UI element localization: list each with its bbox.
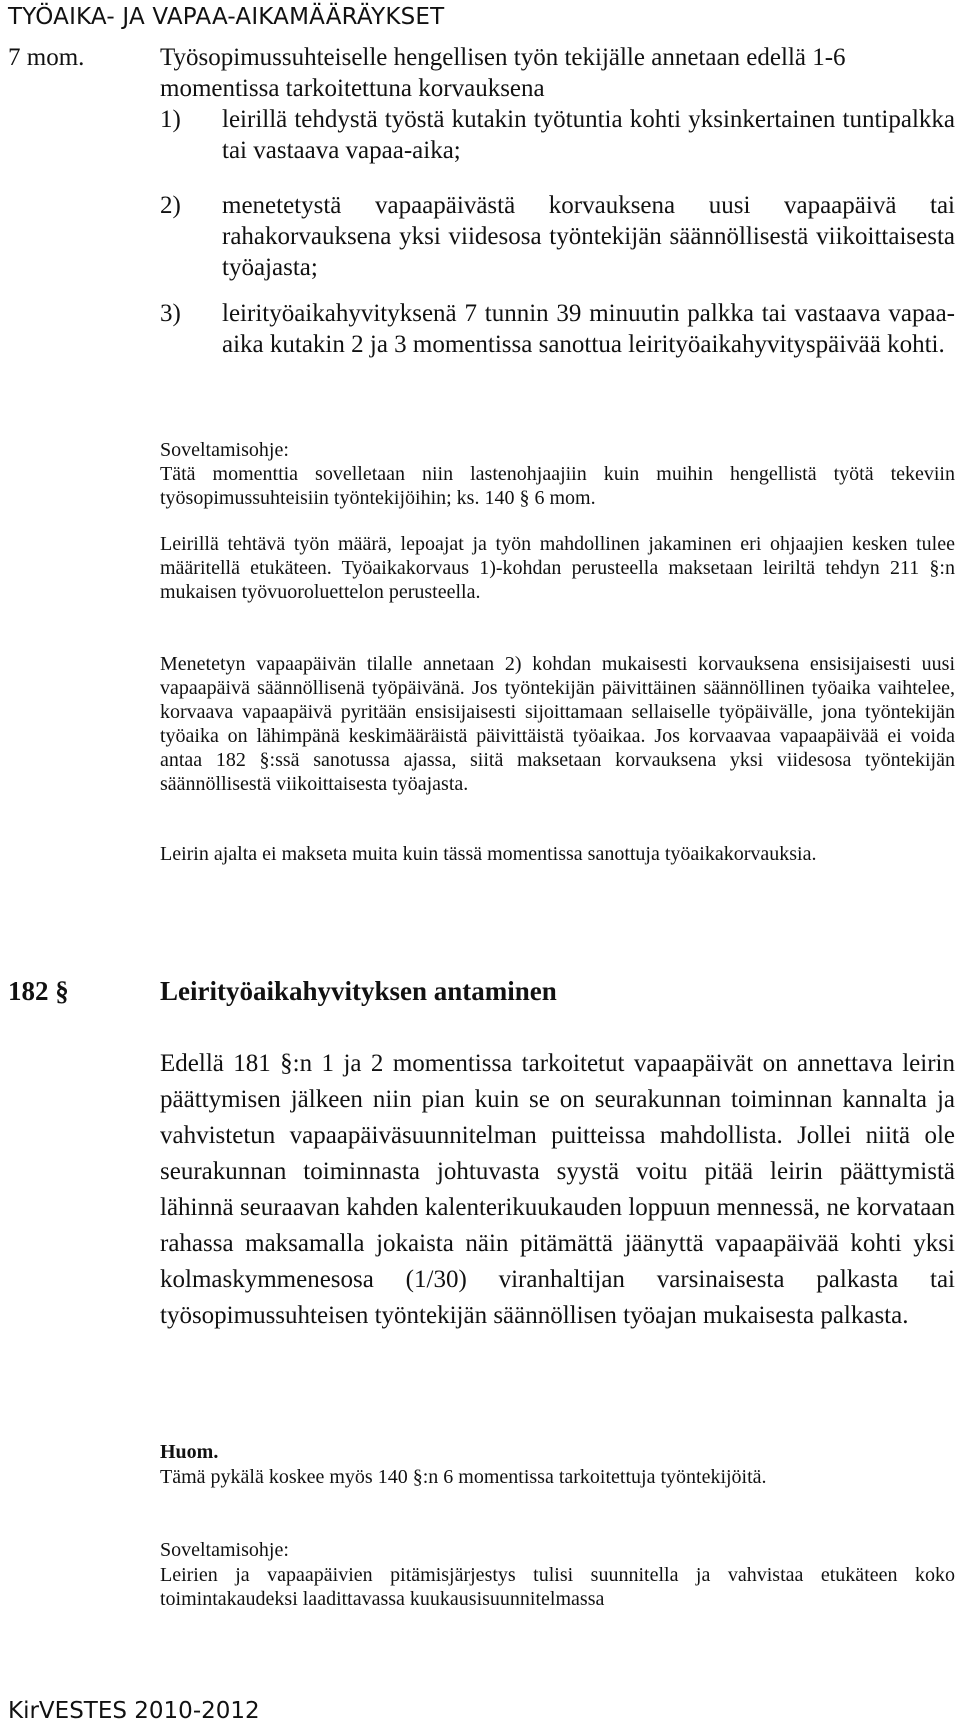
section-body: Edellä 181 §:n 1 ja 2 momentissa tarkoitetut vapaapäivät on annettava leirin päättymisen jälkeen niin pian kuin se on seurakunnan toiminnan kannalta ja vahvistetun vapaapäiväsuunnitelman puitteissa mahdollista. Jollei niitä ole seurakunnan toiminnasta johtuvasta syystä voitu pitää leirin päättymistä lähinnä seuraavan kahden kalenterikuukauden loppuun mennessä, ne korvataan rahassa maksamalla jokaista näin pitämättä jäänyttä vapaapäivää kohti yksi kolmaskymmenesosa (1/30) viranhaltijan varsinaisesta palkasta tai työsopimussuhteisen työntekijän säännöllisen työajan mukaisesta palkasta. (160, 1050, 955, 1329)
list-item-number: 1) (160, 106, 181, 133)
list-item-text: menetetystä vapaapäivästä korvauksena uusi vapaapäivä tai rahakorvauksena yksi viidesosa työntekijän säännöllisestä viikoittaisesta työajasta; (222, 192, 955, 281)
list-item (160, 104, 955, 166)
paragraph-work-amount: Leirillä tehtävä työn määrä, lepoajat ja työn mahdollinen jakaminen eri ohjaajien kesken tulee määritellä etukäteen. Työaikakorvaus 1)-kohdan perusteella maksetaan leiriltä tehdyn 211 §:n mukaisen työvuoroluettelon perusteella. (160, 533, 955, 603)
list-item (160, 190, 955, 283)
application-note-label: Soveltamisohje: (160, 1539, 289, 1561)
moment-intro: Työsopimussuhteiselle hengellisen työn tekijälle annetaan edellä 1-6 momentissa tarkoitettuna korvauksena (160, 44, 846, 102)
paragraph-no-other-compensation: Leirin ajalta ei makseta muita kuin tässä momentissa sanottuja työaikakorvauksia. (160, 843, 817, 865)
list-item-number: 2) (160, 192, 181, 219)
huom-label: Huom. (160, 1441, 219, 1463)
section-title: Leirityöaikahyvityksen antaminen (160, 976, 557, 1006)
list-item-number: 3) (160, 300, 181, 327)
list-item (160, 298, 955, 360)
application-note-text: Tätä momenttia sovelletaan niin lastenohjaajiin kuin muihin hengellistä työtä tekeviin työsopimussuhteisiin työntekijöihin; ks. 140 § 6 mom. (160, 463, 955, 509)
application-note-label: Soveltamisohje: (160, 439, 289, 461)
list-item-text: leirityöaikahyvityksenä 7 tunnin 39 minuutin palkka tai vastaava vapaa-aika kutakin 2 ja 3 momentissa sanottua leirityöaikahyvityspäivää kohti. (222, 300, 955, 358)
huom-text: Tämä pykälä koskee myös 140 §:n 6 momentissa tarkoitettuja työntekijöitä. (160, 1466, 767, 1488)
list-item-text: leirillä tehdystä työstä kutakin työtuntia kohti yksinkertainen tuntipalkka tai vastaava vapaa-aika; (222, 106, 955, 164)
application-note-text: Leirien ja vapaapäivien pitämisjärjestys tulisi suunnitella ja vahvistaa etukäteen koko toimintakaudeksi laadittavassa kuukausisuunnitelmassa (160, 1564, 955, 1610)
running-header: TYÖAIKA- JA VAPAA-AIKAMÄÄRÄYKSET (8, 4, 445, 30)
moment-label: 7 mom. (8, 44, 85, 71)
section-number: 182 § (8, 976, 69, 1006)
running-footer: KirVESTES 2010-2012 (8, 1698, 260, 1724)
paragraph-lost-day-off: Menetetyn vapaapäivän tilalle annetaan 2) kohdan mukaisesti korvauksena ensisijaisesti uusi vapaapäivä säännöllisenä työpäivänä. Jos työntekijän päivittäinen säännöllinen työaika vaihtelee, korvaava vapaapäivä pyritään ensisijaisesti sijoittamaan sellaiselle työpäivälle, jona työntekijän työaika on lähimpänä keskimääräistä päivittäistä työaikaa. Jos korvaavaa vapaapäivää ei voida antaa 182 §:ssä sanotussa ajassa, siitä maksetaan korvauksena yksi viidesosa työntekijän säännöllisestä viikoittaisesta työajasta. (160, 653, 955, 795)
